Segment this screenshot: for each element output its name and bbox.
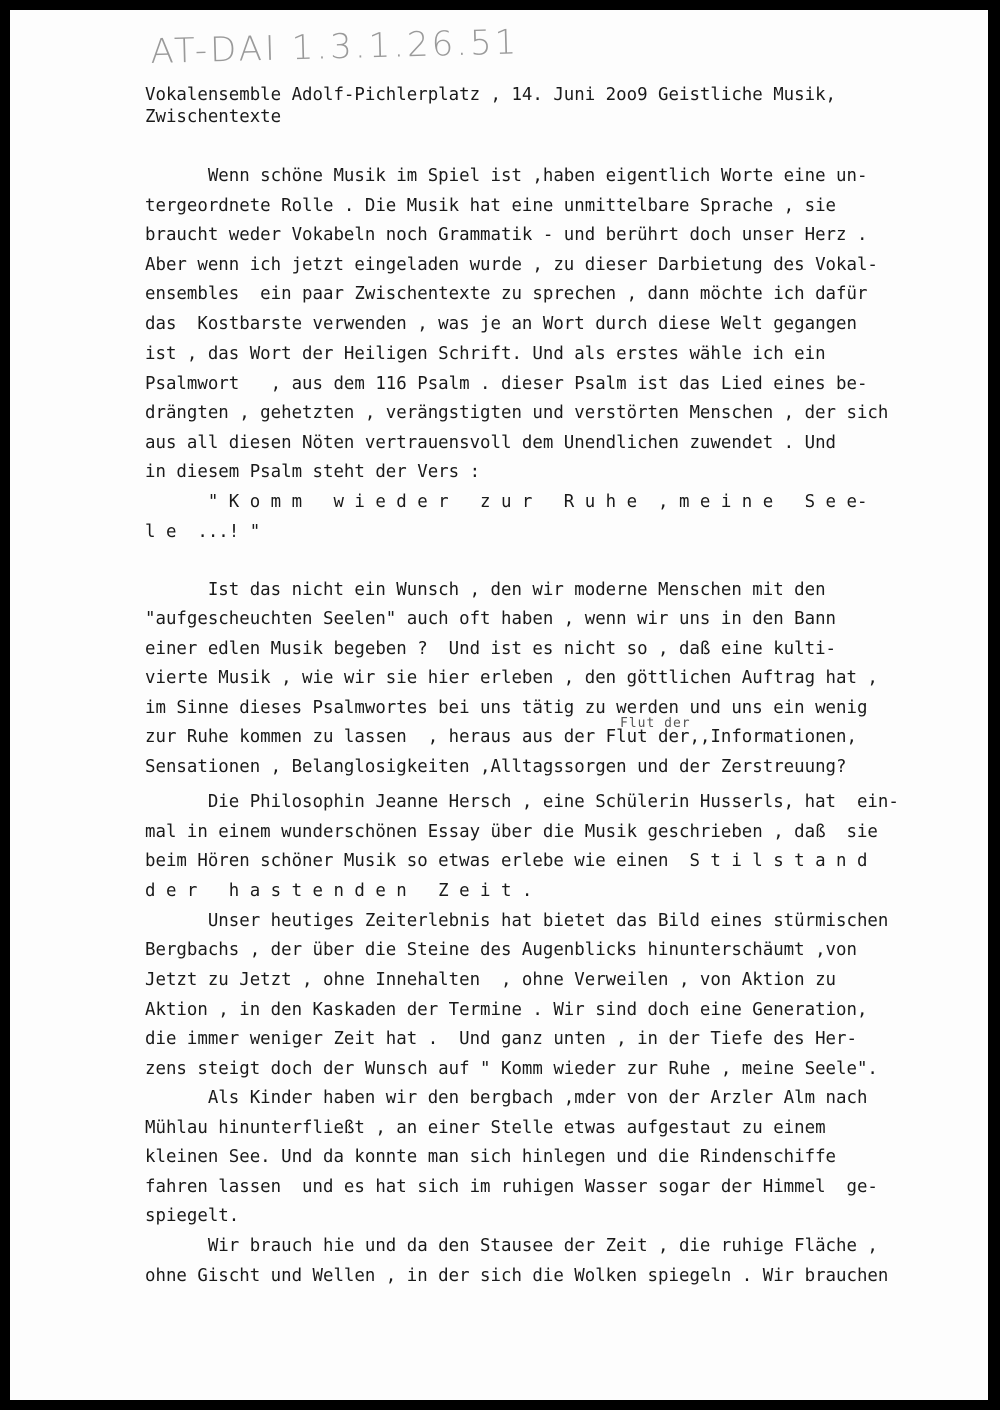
text-line: zur Ruhe kommen zu lassen , heraus aus der Flut der,,Informationen, — [145, 727, 857, 747]
text-line: ohne Gischt und Wellen , in der sich die Wolken spiegeln . Wir brauchen — [145, 1266, 889, 1286]
text-line: d e r h a s t e n d e n Z e i t . — [145, 881, 533, 901]
text-line: Psalmwort , aus dem 116 Psalm . dieser Psalm ist das Lied eines be- — [145, 374, 868, 394]
psalm-verse-line: " K o m m w i e d e r z u r R u h e , m e i n e S e e- — [145, 492, 868, 512]
text-line: die immer weniger Zeit hat . Und ganz unten , in der Tiefe des Her- — [145, 1029, 857, 1049]
text-line: zens steigt doch der Wunsch auf " Komm wieder zur Ruhe , meine Seele". — [145, 1059, 878, 1079]
text-line: ensembles ein paar Zwischentexte zu sprechen , dann möchte ich dafür — [145, 284, 868, 304]
text-line: beim Hören schöner Musik so etwas erlebe wie einen S t i l s t a n d — [145, 851, 868, 871]
text-line: Sensationen , Belanglosigkeiten ,Alltagssorgen und der Zerstreuung? — [145, 757, 847, 777]
text-line: braucht weder Vokabeln noch Grammatik - und berührt doch unser Herz . — [145, 225, 868, 245]
text-line: spiegelt. — [145, 1206, 240, 1226]
text-line: ist , das Wort der Heiligen Schrift. Und als erstes wähle ich ein — [145, 344, 826, 364]
text-line: fahren lassen und es hat sich im ruhigen Wasser sogar der Himmel ge- — [145, 1177, 878, 1197]
text-line: Unser heutiges Zeiterlebnis hat bietet das Bild eines stürmischen — [145, 911, 889, 931]
text-line: Jetzt zu Jetzt , ohne Innehalten , ohne Verweilen , von Aktion zu — [145, 970, 837, 990]
header-line: Zwischentexte — [145, 107, 282, 127]
document-page — [10, 10, 988, 1400]
text-line: Bergbachs , der über die Steine des Augenblicks hinunterschäumt ,von — [145, 940, 857, 960]
text-line: Ist das nicht ein Wunsch , den wir moderne Menschen mit den — [145, 580, 826, 600]
text-line: Wenn schöne Musik im Spiel ist ,haben eigentlich Worte eine un- — [145, 166, 868, 186]
text-line: drängten , gehetzten , verängstigten und verstörten Menschen , der sich — [145, 403, 889, 423]
archive-signature: AT-DAI 1.3.1.26.51 — [150, 22, 520, 72]
text-line: in diesem Psalm steht der Vers : — [145, 462, 481, 482]
text-line: Als Kinder haben wir den bergbach ,mder von der Arzler Alm nach — [145, 1088, 868, 1108]
handwritten-insertion: Flut der — [620, 716, 691, 731]
psalm-verse-line: l e ...! " — [145, 522, 261, 542]
header-line: Vokalensemble Adolf-Pichlerplatz , 14. Juni 2oo9 Geistliche Musik, — [145, 85, 837, 105]
text-line: vierte Musik , wie wir sie hier erleben , den göttlichen Auftrag hat , — [145, 668, 878, 688]
text-line: tergeordnete Rolle . Die Musik hat eine unmittelbare Sprache , sie — [145, 196, 837, 216]
text-line: das Kostbarste verwenden , was je an Wort durch diese Welt gegangen — [145, 314, 857, 334]
text-line: Aktion , in den Kaskaden der Termine . Wir sind doch eine Generation, — [145, 1000, 868, 1020]
text-line: "aufgescheuchten Seelen" auch oft haben , wenn wir uns in den Bann — [145, 609, 837, 629]
text-line: Wir brauch hie und da den Stausee der Zeit , die ruhige Fläche , — [145, 1236, 878, 1256]
text-line: im Sinne dieses Psalmwortes bei uns tätig zu werden und uns ein wenig — [145, 698, 868, 718]
text-line: aus all diesen Nöten vertrauensvoll dem Unendlichen zuwendet . Und — [145, 433, 837, 453]
text-line: Aber wenn ich jetzt eingeladen wurde , zu dieser Darbietung des Vokal- — [145, 255, 878, 275]
text-line: einer edlen Musik begeben ? Und ist es nicht so , daß eine kulti- — [145, 639, 837, 659]
text-line: Mühlau hinunterfließt , an einer Stelle etwas aufgestaut zu einem — [145, 1118, 826, 1138]
text-line: kleinen See. Und da konnte man sich hinlegen und die Rindenschiffe — [145, 1147, 837, 1167]
text-line: mal in einem wunderschönen Essay über die Musik geschrieben , daß sie — [145, 822, 878, 842]
text-line: Die Philosophin Jeanne Hersch , eine Schülerin Husserls, hat ein- — [145, 792, 899, 812]
